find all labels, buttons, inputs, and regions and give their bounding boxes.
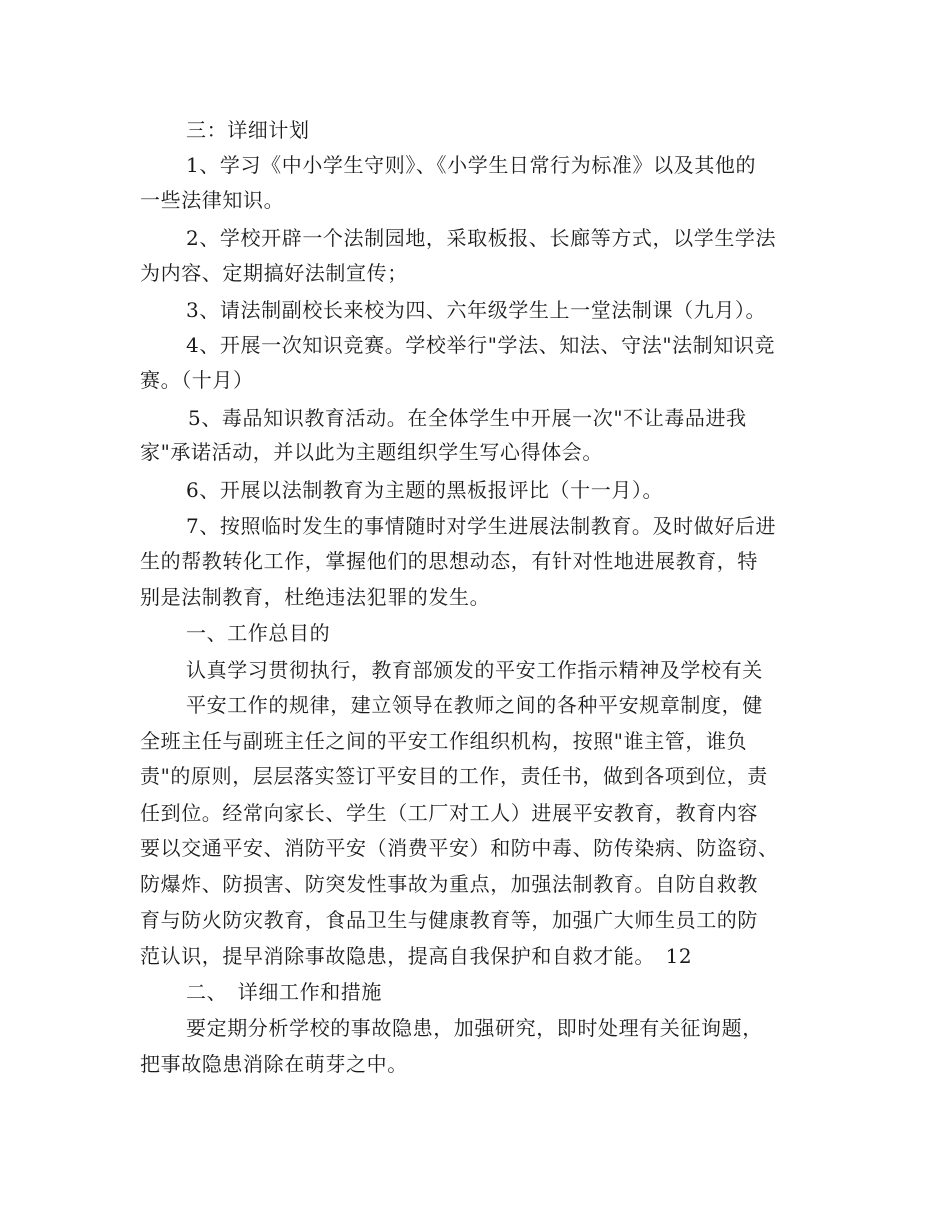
paragraph-line: 认真学习贯彻执行，教育部颁发的平安工作指示精神及学校有关 <box>186 658 763 682</box>
paragraph-line: 任到位。经常向家长、学生（工厂对工人）进展平安教育，教育内容 <box>140 801 758 825</box>
section-heading: 二、 详细工作和措施 <box>186 980 382 1004</box>
paragraph-line: 防爆炸、防损害、防突发性事故为重点，加强法制教育。自防自救教 <box>140 872 758 896</box>
paragraph-line: 1、学习《中小学生守则》、《小学生日常行为标准》以及其他的 <box>186 153 757 177</box>
paragraph-line: 赛。（十月） <box>140 368 254 392</box>
paragraph-line: 为内容、定期搞好法制宣传； <box>140 261 408 285</box>
paragraph-line: 6、开展以法制教育为主题的黑板报评比（十一月）。 <box>186 478 664 502</box>
paragraph-line: 要以交通平安、消防平安（消费平安）和防中毒、防传染病、防盗窃、 <box>140 836 779 860</box>
paragraph-line: 家"承诺活动，并以此为主题组织学生写心得体会。 <box>140 440 603 464</box>
paragraph-line: 责"的原则，层层落实签订平安目的工作，责任书，做到各项到位，责 <box>140 764 768 788</box>
paragraph-line: 范认识，提早消除事故隐患，提高自我保护和自救才能。 12 <box>140 944 693 968</box>
paragraph-line: 生的帮教转化工作，掌握他们的思想动态，有针对性地进展教育，特 <box>140 549 758 573</box>
paragraph-line: 2、学校开辟一个法制园地，采取板报、长廊等方式，以学生学法 <box>186 226 777 250</box>
section-heading: 三：详细计划 <box>186 118 310 142</box>
paragraph-line: 全班主任与副班主任之间的平安工作组织机构，按照"谁主管，谁负 <box>140 729 748 753</box>
paragraph-line: 育与防火防灾教育，食品卫生与健康教育等，加强广大师生员工的防 <box>140 908 758 932</box>
paragraph-line: 7、按照临时发生的事情随时对学生进展法制教育。及时做好后进 <box>186 514 777 538</box>
paragraph-line: 平安工作的规律，建立领导在教师之间的各种平安规章制度，健 <box>186 693 763 717</box>
paragraph-line: 把事故隐患消除在萌芽之中。 <box>140 1052 408 1076</box>
paragraph-line: 4、开展一次知识竞赛。学校举行"学法、知法、守法"法制知识竞 <box>186 333 776 357</box>
paragraph-line: 一些法律知识。 <box>140 188 285 212</box>
paragraph-line: 别是法制教育，杜绝违法犯罪的发生。 <box>140 585 491 609</box>
paragraph-line: 要定期分析学校的事故隐患，加强研究，即时处理有关征询题， <box>186 1016 763 1040</box>
section-heading: 一、工作总目的 <box>186 621 331 645</box>
paragraph-line: 3、请法制副校长来校为四、六年级学生上一堂法制课（九月）。 <box>186 298 767 322</box>
paragraph-line: 5、毒品知识教育活动。在全体学生中开展一次"不让毒品进我 <box>188 406 747 430</box>
